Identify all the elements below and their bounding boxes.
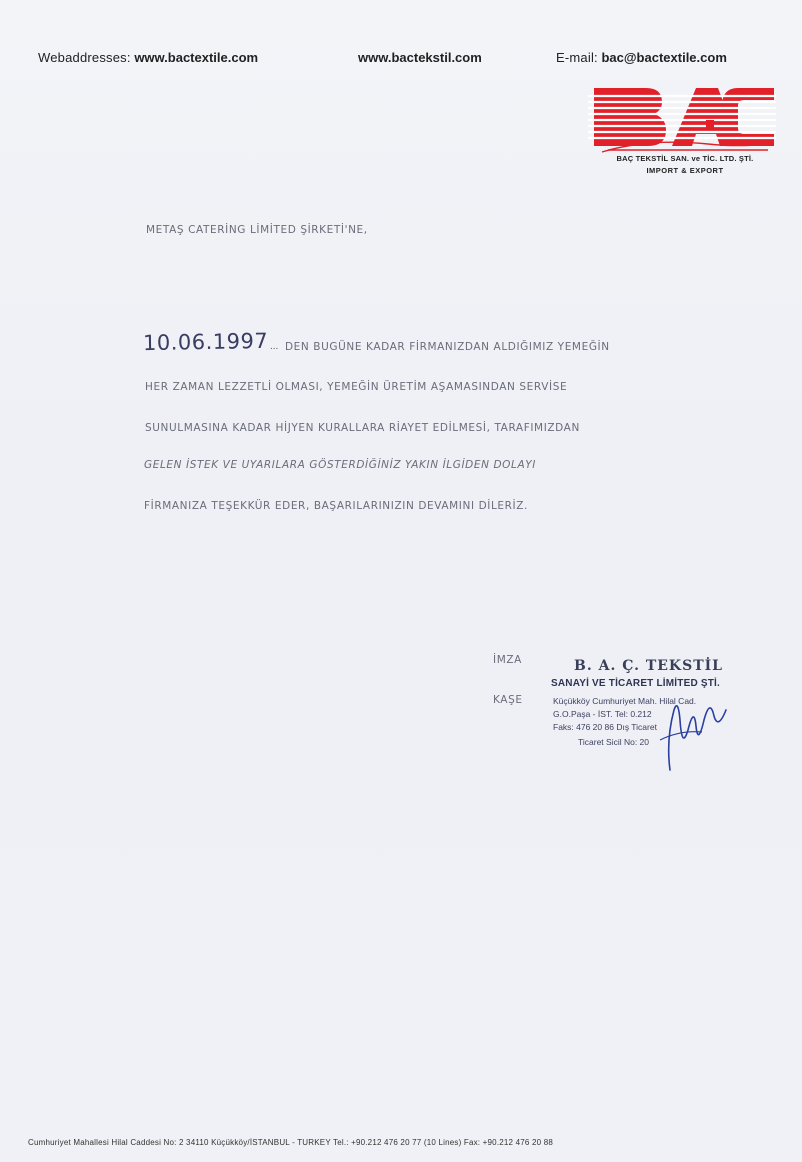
web-address-1: www.bactextile.com: [134, 50, 259, 65]
header-web-addresses: [38, 50, 774, 72]
signature-label: İMZA: [493, 654, 522, 666]
addressee: METAŞ CATERİNG LİMİTED ŞİRKETİ'NE,: [146, 224, 368, 236]
handwritten-signature: [640, 680, 730, 780]
letter-line-4: GELEN İSTEK VE UYARILARA GÖSTERDİĞİNİZ YAKIN İLGİDEN DOLAYI: [144, 459, 536, 471]
stamp-line-4: Ticaret Sicil No: 20: [578, 737, 650, 747]
stamp-subtitle: SANAYİ VE TİCARET LİMİTED ŞTİ.: [551, 678, 720, 689]
stamp-title: B. A. Ç. TEKSTİL: [574, 658, 724, 674]
footer-address: Cumhuriyet Mahallesi Hilal Caddesi No: 2 34110 Küçükköy/İSTANBUL - TURKEY Tel.: +90.212 476 20 77 (10 Lines) Fax: +90.212 476 20 88: [28, 1138, 554, 1147]
stamp-line-2: G.O.Paşa - İST. Tel: 0.212: [553, 709, 652, 719]
email-address: bac@bactextile.com: [601, 50, 727, 65]
letter-line-1: DEN BUGÜNE KADAR FİRMANIZDAN ALDIĞIMIZ YEMEĞİN: [285, 341, 610, 353]
letter-line-5: FİRMANIZA TEŞEKKÜR EDER, BAŞARILARINIZIN DEVAMINI DİLERİZ.: [144, 500, 528, 512]
letter-line-2: HER ZAMAN LEZZETLİ OLMASI, YEMEĞİN ÜRETİM AŞAMASINDAN SERVİSE: [145, 381, 568, 393]
bac-logo: [588, 80, 776, 180]
web-address-2: www.bactekstil.com: [358, 50, 482, 65]
handwritten-date: 10.06.1997: [142, 328, 269, 356]
logo-company-name: BAÇ TEKSTİL SAN. ve TİC. LTD. ŞTİ.: [616, 154, 754, 163]
stamp-line-1: Küçükköy Cumhuriyet Mah. Hilal Cad.: [553, 696, 697, 706]
stamp-line-3: Faks: 476 20 86 Dış Ticaret: [553, 722, 657, 732]
date-dots: ...: [270, 341, 279, 352]
letter-line-3: SUNULMASINA KADAR HİJYEN KURALLARA RİAYET EDİLMESİ, TARAFIMIZDAN: [145, 422, 580, 434]
web-label: Webaddresses:: [38, 50, 131, 65]
email-label: E-mail:: [556, 50, 598, 65]
logo-tagline: IMPORT & EXPORT: [646, 166, 724, 175]
stamp-label: KAŞE: [493, 694, 523, 706]
